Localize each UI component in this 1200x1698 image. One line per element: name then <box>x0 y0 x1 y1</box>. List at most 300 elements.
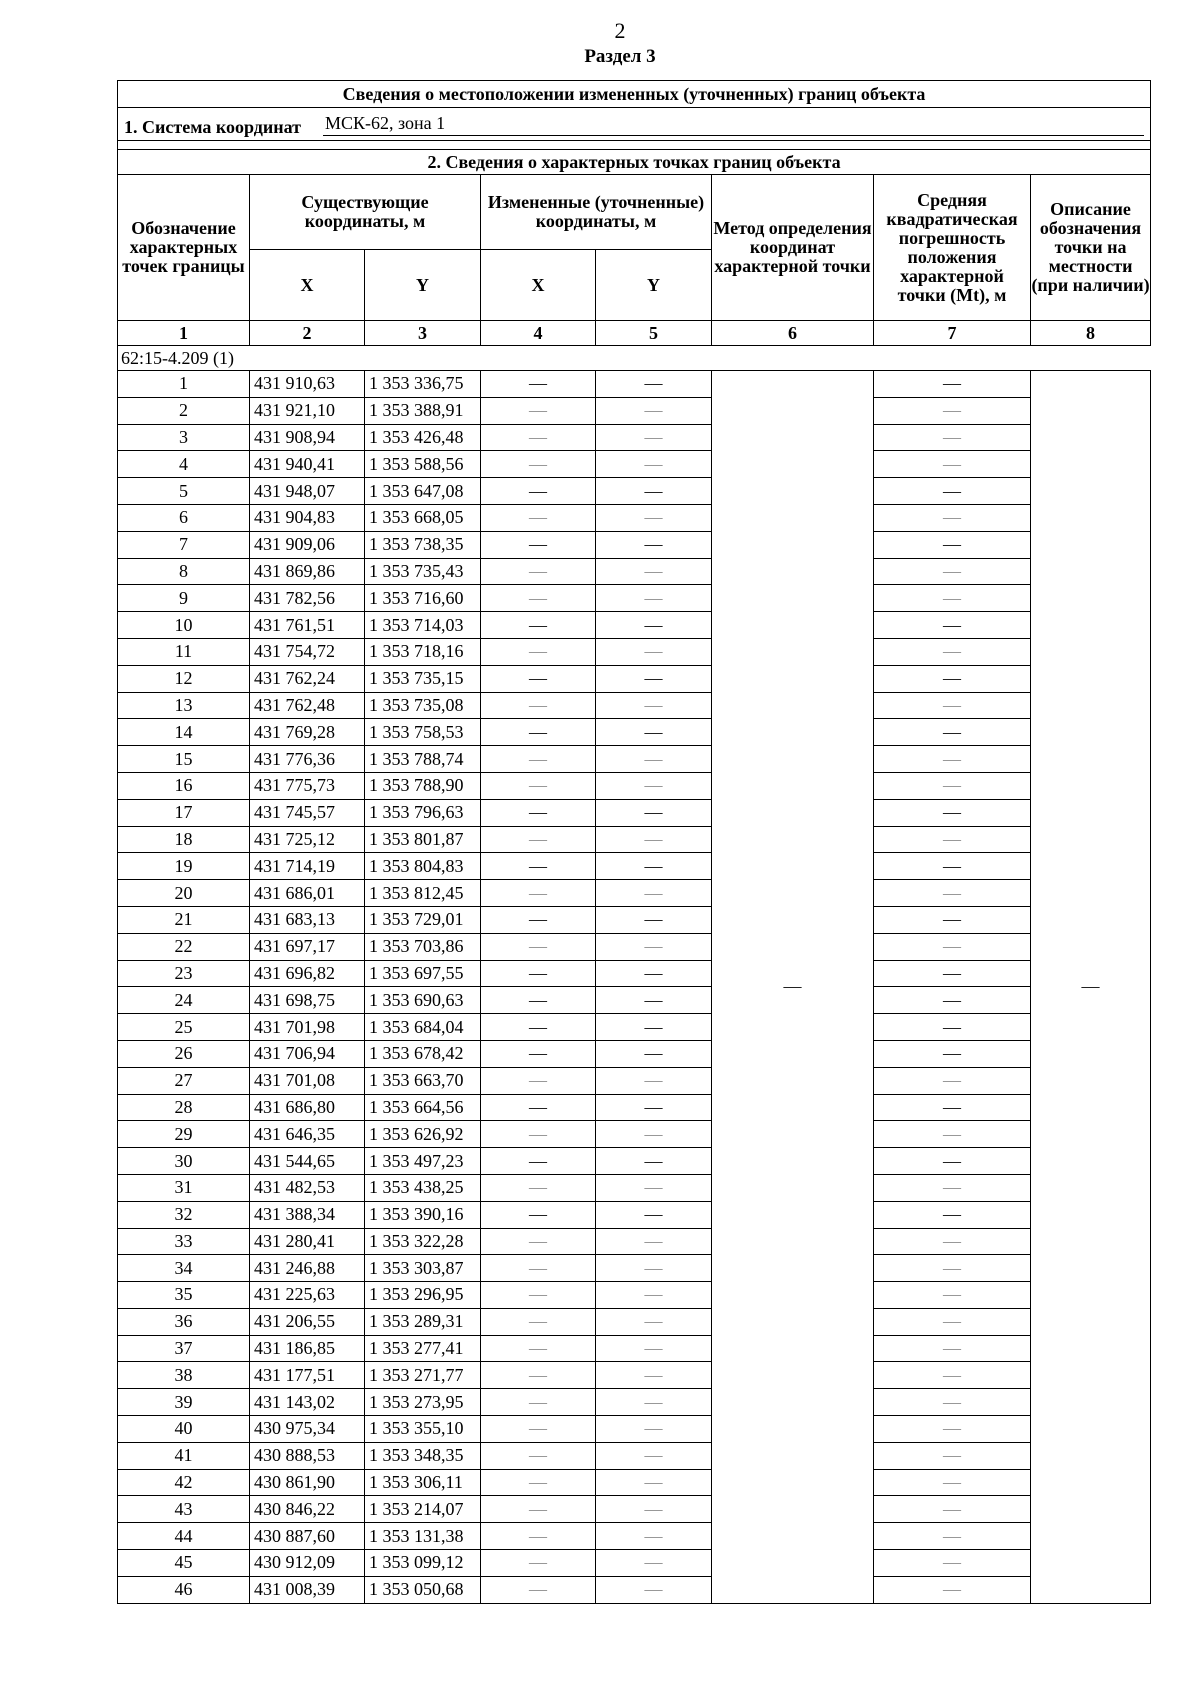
changed-y: — <box>596 1389 712 1416</box>
table-row <box>118 1255 1151 1282</box>
changed-y: — <box>596 1362 712 1389</box>
existing-x: 431 725,12 <box>250 826 365 853</box>
changed-x: — <box>481 424 596 451</box>
table-row <box>118 1389 1151 1416</box>
changed-y: — <box>596 1576 712 1603</box>
point-number: 36 <box>118 1308 250 1335</box>
error-value: — <box>874 880 1031 907</box>
changed-x: — <box>481 1067 596 1094</box>
error-value: — <box>874 1550 1031 1577</box>
point-number: 43 <box>118 1496 250 1523</box>
column-number: 4 <box>481 321 596 346</box>
existing-x: 431 769,28 <box>250 719 365 746</box>
error-value: — <box>874 1094 1031 1121</box>
changed-x: — <box>481 719 596 746</box>
changed-y: — <box>596 451 712 478</box>
existing-y: 1 353 306,11 <box>365 1469 481 1496</box>
point-number: 27 <box>118 1067 250 1094</box>
table-row <box>118 558 1151 585</box>
changed-y: — <box>596 826 712 853</box>
existing-x: 431 246,88 <box>250 1255 365 1282</box>
table-row <box>118 1308 1151 1335</box>
existing-y: 1 353 697,55 <box>365 960 481 987</box>
boundary-table <box>117 80 1151 1604</box>
existing-x: 431 762,24 <box>250 665 365 692</box>
point-number: 31 <box>118 1174 250 1201</box>
existing-y: 1 353 626,92 <box>365 1121 481 1148</box>
table-row <box>118 1174 1151 1201</box>
changed-y: — <box>596 1469 712 1496</box>
point-number: 39 <box>118 1389 250 1416</box>
changed-x: — <box>481 1121 596 1148</box>
changed-x: — <box>481 880 596 907</box>
point-number: 24 <box>118 987 250 1014</box>
point-number: 38 <box>118 1362 250 1389</box>
table-title: Сведения о местоположении измененных (уточненных) границ объекта <box>118 81 1151 108</box>
point-number: 5 <box>118 478 250 505</box>
point-number: 9 <box>118 585 250 612</box>
changed-y: — <box>596 665 712 692</box>
existing-x: 431 696,82 <box>250 960 365 987</box>
error-value: — <box>874 906 1031 933</box>
changed-y: — <box>596 1040 712 1067</box>
changed-x: — <box>481 1255 596 1282</box>
changed-y: — <box>596 397 712 424</box>
existing-y: 1 353 668,05 <box>365 504 481 531</box>
changed-y: — <box>596 612 712 639</box>
existing-x: 431 008,39 <box>250 1576 365 1603</box>
point-number: 44 <box>118 1523 250 1550</box>
error-value: — <box>874 1228 1031 1255</box>
changed-x: — <box>481 853 596 880</box>
table-row <box>118 424 1151 451</box>
table-row <box>118 772 1151 799</box>
existing-x: 431 686,80 <box>250 1094 365 1121</box>
column-number: 1 <box>118 321 250 346</box>
point-number: 29 <box>118 1121 250 1148</box>
existing-y: 1 353 303,87 <box>365 1255 481 1282</box>
error-value: — <box>874 772 1031 799</box>
point-number: 10 <box>118 612 250 639</box>
changed-x: — <box>481 933 596 960</box>
point-number: 34 <box>118 1255 250 1282</box>
error-value: — <box>874 1442 1031 1469</box>
changed-y: — <box>596 1308 712 1335</box>
changed-x: — <box>481 826 596 853</box>
point-number: 12 <box>118 665 250 692</box>
error-value: — <box>874 1255 1031 1282</box>
table-row <box>118 1148 1151 1175</box>
changed-x: — <box>481 1469 596 1496</box>
changed-x: — <box>481 1040 596 1067</box>
column-number: 7 <box>874 321 1031 346</box>
table-row <box>118 826 1151 853</box>
existing-y: 1 353 716,60 <box>365 585 481 612</box>
changed-y: — <box>596 558 712 585</box>
existing-y: 1 353 678,42 <box>365 1040 481 1067</box>
existing-y: 1 353 388,91 <box>365 397 481 424</box>
table-row <box>118 585 1151 612</box>
changed-x: — <box>481 746 596 773</box>
changed-y: — <box>596 1255 712 1282</box>
changed-y: — <box>596 1014 712 1041</box>
error-value: — <box>874 371 1031 398</box>
existing-y: 1 353 273,95 <box>365 1389 481 1416</box>
existing-x: 431 776,36 <box>250 746 365 773</box>
existing-y: 1 353 426,48 <box>365 424 481 451</box>
point-number: 3 <box>118 424 250 451</box>
changed-x: — <box>481 397 596 424</box>
existing-y: 1 353 690,63 <box>365 987 481 1014</box>
existing-y: 1 353 277,41 <box>365 1335 481 1362</box>
existing-x: 431 701,08 <box>250 1067 365 1094</box>
point-number: 13 <box>118 692 250 719</box>
table-row <box>118 906 1151 933</box>
error-value: — <box>874 1174 1031 1201</box>
changed-x: — <box>481 1014 596 1041</box>
error-value: — <box>874 1389 1031 1416</box>
error-value: — <box>874 478 1031 505</box>
table-row <box>118 1201 1151 1228</box>
description-cell: — <box>1031 371 1151 1604</box>
changed-x: — <box>481 612 596 639</box>
table-row <box>118 1228 1151 1255</box>
point-number: 14 <box>118 719 250 746</box>
table-row <box>118 531 1151 558</box>
error-value: — <box>874 1362 1031 1389</box>
table-row <box>118 746 1151 773</box>
error-value: — <box>874 451 1031 478</box>
table-row <box>118 1550 1151 1577</box>
error-value: — <box>874 424 1031 451</box>
changed-y: — <box>596 960 712 987</box>
changed-y: — <box>596 692 712 719</box>
table-row <box>118 987 1151 1014</box>
error-value: — <box>874 826 1031 853</box>
coordinate-system-label: 1. Система координат <box>124 117 301 137</box>
changed-y: — <box>596 478 712 505</box>
changed-x: — <box>481 371 596 398</box>
point-number: 28 <box>118 1094 250 1121</box>
header-description: Описание обозначения точки на местности (при наличии) <box>1031 175 1151 321</box>
point-number: 26 <box>118 1040 250 1067</box>
changed-x: — <box>481 504 596 531</box>
point-number: 18 <box>118 826 250 853</box>
table-row <box>118 960 1151 987</box>
error-value: — <box>874 1416 1031 1443</box>
point-number: 37 <box>118 1335 250 1362</box>
existing-x: 431 206,55 <box>250 1308 365 1335</box>
point-number: 35 <box>118 1282 250 1309</box>
error-value: — <box>874 585 1031 612</box>
changed-y: — <box>596 906 712 933</box>
error-value: — <box>874 1523 1031 1550</box>
existing-y: 1 353 684,04 <box>365 1014 481 1041</box>
point-number: 45 <box>118 1550 250 1577</box>
changed-y: — <box>596 746 712 773</box>
table-row <box>118 880 1151 907</box>
existing-x: 431 186,85 <box>250 1335 365 1362</box>
header-changed-y: Y <box>596 250 712 321</box>
point-number: 4 <box>118 451 250 478</box>
error-value: — <box>874 1014 1031 1041</box>
changed-y: — <box>596 933 712 960</box>
existing-x: 431 904,83 <box>250 504 365 531</box>
error-value: — <box>874 1067 1031 1094</box>
existing-x: 430 912,09 <box>250 1550 365 1577</box>
existing-x: 431 388,34 <box>250 1201 365 1228</box>
existing-x: 431 762,48 <box>250 692 365 719</box>
error-value: — <box>874 719 1031 746</box>
changed-x: — <box>481 1174 596 1201</box>
point-number: 46 <box>118 1576 250 1603</box>
existing-y: 1 353 735,15 <box>365 665 481 692</box>
existing-x: 431 714,19 <box>250 853 365 880</box>
error-value: — <box>874 960 1031 987</box>
changed-x: — <box>481 1308 596 1335</box>
existing-x: 431 544,65 <box>250 1148 365 1175</box>
error-value: — <box>874 1148 1031 1175</box>
point-number: 42 <box>118 1469 250 1496</box>
error-value: — <box>874 558 1031 585</box>
table-row <box>118 638 1151 665</box>
error-value: — <box>874 504 1031 531</box>
table-row <box>118 1067 1151 1094</box>
table-row <box>118 933 1151 960</box>
changed-y: — <box>596 1523 712 1550</box>
table-row <box>118 397 1151 424</box>
table-row <box>118 1282 1151 1309</box>
existing-y: 1 353 729,01 <box>365 906 481 933</box>
changed-y: — <box>596 424 712 451</box>
changed-y: — <box>596 799 712 826</box>
existing-y: 1 353 718,16 <box>365 638 481 665</box>
point-number: 16 <box>118 772 250 799</box>
column-number: 2 <box>250 321 365 346</box>
existing-y: 1 353 336,75 <box>365 371 481 398</box>
table-row <box>118 719 1151 746</box>
existing-x: 430 861,90 <box>250 1469 365 1496</box>
point-number: 8 <box>118 558 250 585</box>
page-number: 2 <box>614 18 626 43</box>
error-value: — <box>874 1121 1031 1148</box>
points-title: 2. Сведения о характерных точках границ объекта <box>118 150 1151 175</box>
table-row <box>118 1094 1151 1121</box>
point-number: 11 <box>118 638 250 665</box>
table-row <box>118 692 1151 719</box>
table-row <box>118 1014 1151 1041</box>
error-value: — <box>874 612 1031 639</box>
changed-x: — <box>481 1201 596 1228</box>
changed-x: — <box>481 665 596 692</box>
method-cell: — <box>712 371 874 1604</box>
existing-y: 1 353 788,90 <box>365 772 481 799</box>
changed-x: — <box>481 558 596 585</box>
existing-x: 431 948,07 <box>250 478 365 505</box>
point-number: 25 <box>118 1014 250 1041</box>
existing-x: 431 706,94 <box>250 1040 365 1067</box>
header-existing-x: X <box>250 250 365 321</box>
changed-y: — <box>596 1067 712 1094</box>
table-row <box>118 1121 1151 1148</box>
parcel-label: 62:15-4.209 (1) <box>118 346 1151 371</box>
error-value: — <box>874 933 1031 960</box>
existing-x: 431 177,51 <box>250 1362 365 1389</box>
table-row <box>118 478 1151 505</box>
changed-x: — <box>481 1335 596 1362</box>
point-number: 41 <box>118 1442 250 1469</box>
existing-y: 1 353 664,56 <box>365 1094 481 1121</box>
changed-x: — <box>481 1576 596 1603</box>
changed-y: — <box>596 1416 712 1443</box>
changed-x: — <box>481 1094 596 1121</box>
changed-y: — <box>596 1174 712 1201</box>
changed-x: — <box>481 1282 596 1309</box>
existing-x: 431 761,51 <box>250 612 365 639</box>
changed-y: — <box>596 719 712 746</box>
column-number: 5 <box>596 321 712 346</box>
table-row <box>118 799 1151 826</box>
changed-x: — <box>481 1228 596 1255</box>
existing-y: 1 353 588,56 <box>365 451 481 478</box>
changed-y: — <box>596 1121 712 1148</box>
changed-y: — <box>596 1228 712 1255</box>
existing-x: 431 869,86 <box>250 558 365 585</box>
existing-y: 1 353 663,70 <box>365 1067 481 1094</box>
changed-y: — <box>596 638 712 665</box>
changed-x: — <box>481 1148 596 1175</box>
header-existing-y: Y <box>365 250 481 321</box>
existing-y: 1 353 390,16 <box>365 1201 481 1228</box>
existing-y: 1 353 322,28 <box>365 1228 481 1255</box>
point-number: 23 <box>118 960 250 987</box>
changed-y: — <box>596 1148 712 1175</box>
existing-y: 1 353 497,23 <box>365 1148 481 1175</box>
existing-y: 1 353 355,10 <box>365 1416 481 1443</box>
point-number: 1 <box>118 371 250 398</box>
changed-x: — <box>481 1550 596 1577</box>
existing-x: 430 888,53 <box>250 1442 365 1469</box>
changed-y: — <box>596 1550 712 1577</box>
point-number: 7 <box>118 531 250 558</box>
table-row <box>118 504 1151 531</box>
changed-y: — <box>596 1094 712 1121</box>
existing-x: 430 846,22 <box>250 1496 365 1523</box>
existing-y: 1 353 714,03 <box>365 612 481 639</box>
changed-y: — <box>596 1442 712 1469</box>
error-value: — <box>874 853 1031 880</box>
table-row <box>118 1496 1151 1523</box>
table-row <box>118 665 1151 692</box>
table-row <box>118 612 1151 639</box>
existing-y: 1 353 099,12 <box>365 1550 481 1577</box>
error-value: — <box>874 1040 1031 1067</box>
existing-x: 431 909,06 <box>250 531 365 558</box>
existing-y: 1 353 050,68 <box>365 1576 481 1603</box>
changed-y: — <box>596 772 712 799</box>
existing-y: 1 353 738,35 <box>365 531 481 558</box>
changed-y: — <box>596 853 712 880</box>
existing-x: 431 782,56 <box>250 585 365 612</box>
existing-y: 1 353 796,63 <box>365 799 481 826</box>
existing-y: 1 353 788,74 <box>365 746 481 773</box>
changed-x: — <box>481 692 596 719</box>
changed-x: — <box>481 1362 596 1389</box>
changed-x: — <box>481 799 596 826</box>
existing-x: 431 908,94 <box>250 424 365 451</box>
changed-x: — <box>481 1496 596 1523</box>
error-value: — <box>874 638 1031 665</box>
table-row <box>118 853 1151 880</box>
point-number: 6 <box>118 504 250 531</box>
error-value: — <box>874 397 1031 424</box>
coordinate-system-row <box>118 108 1151 141</box>
error-value: — <box>874 1201 1031 1228</box>
existing-x: 431 754,72 <box>250 638 365 665</box>
point-number: 2 <box>118 397 250 424</box>
header-changed-x: X <box>481 250 596 321</box>
existing-y: 1 353 812,45 <box>365 880 481 907</box>
changed-y: — <box>596 1496 712 1523</box>
existing-y: 1 353 348,35 <box>365 1442 481 1469</box>
error-value: — <box>874 1308 1031 1335</box>
changed-x: — <box>481 987 596 1014</box>
header-existing-coordinates: Существующие координаты, м <box>250 175 481 250</box>
error-value: — <box>874 692 1031 719</box>
existing-x: 431 686,01 <box>250 880 365 907</box>
existing-y: 1 353 804,83 <box>365 853 481 880</box>
column-number: 6 <box>712 321 874 346</box>
header-method: Метод определения координат характерной точки <box>712 175 874 321</box>
coordinate-system-value: МСК-62, зона 1 <box>323 111 1144 136</box>
changed-x: — <box>481 1442 596 1469</box>
existing-y: 1 353 296,95 <box>365 1282 481 1309</box>
error-value: — <box>874 665 1031 692</box>
existing-x: 431 701,98 <box>250 1014 365 1041</box>
changed-y: — <box>596 1201 712 1228</box>
existing-y: 1 353 131,38 <box>365 1523 481 1550</box>
header-changed-coordinates: Измененные (уточненные) координаты, м <box>481 175 712 250</box>
table-row <box>118 1469 1151 1496</box>
existing-x: 431 698,75 <box>250 987 365 1014</box>
table-row <box>118 1362 1151 1389</box>
changed-x: — <box>481 478 596 505</box>
point-number: 17 <box>118 799 250 826</box>
changed-y: — <box>596 585 712 612</box>
existing-y: 1 353 214,07 <box>365 1496 481 1523</box>
point-number: 15 <box>118 746 250 773</box>
existing-y: 1 353 735,43 <box>365 558 481 585</box>
changed-x: — <box>481 585 596 612</box>
point-number: 40 <box>118 1416 250 1443</box>
existing-x: 431 482,53 <box>250 1174 365 1201</box>
point-number: 21 <box>118 906 250 933</box>
changed-y: — <box>596 531 712 558</box>
changed-x: — <box>481 960 596 987</box>
section-title: Раздел 3 <box>584 46 656 67</box>
existing-y: 1 353 735,08 <box>365 692 481 719</box>
changed-x: — <box>481 1523 596 1550</box>
error-value: — <box>874 1282 1031 1309</box>
existing-y: 1 353 703,86 <box>365 933 481 960</box>
existing-x: 431 280,41 <box>250 1228 365 1255</box>
table-row <box>118 1416 1151 1443</box>
point-number: 19 <box>118 853 250 880</box>
existing-x: 431 745,57 <box>250 799 365 826</box>
error-value: — <box>874 531 1031 558</box>
point-number: 32 <box>118 1201 250 1228</box>
header-error: Средняя квадратическая погрешность положения характерной точки (Mt), м <box>874 175 1031 321</box>
